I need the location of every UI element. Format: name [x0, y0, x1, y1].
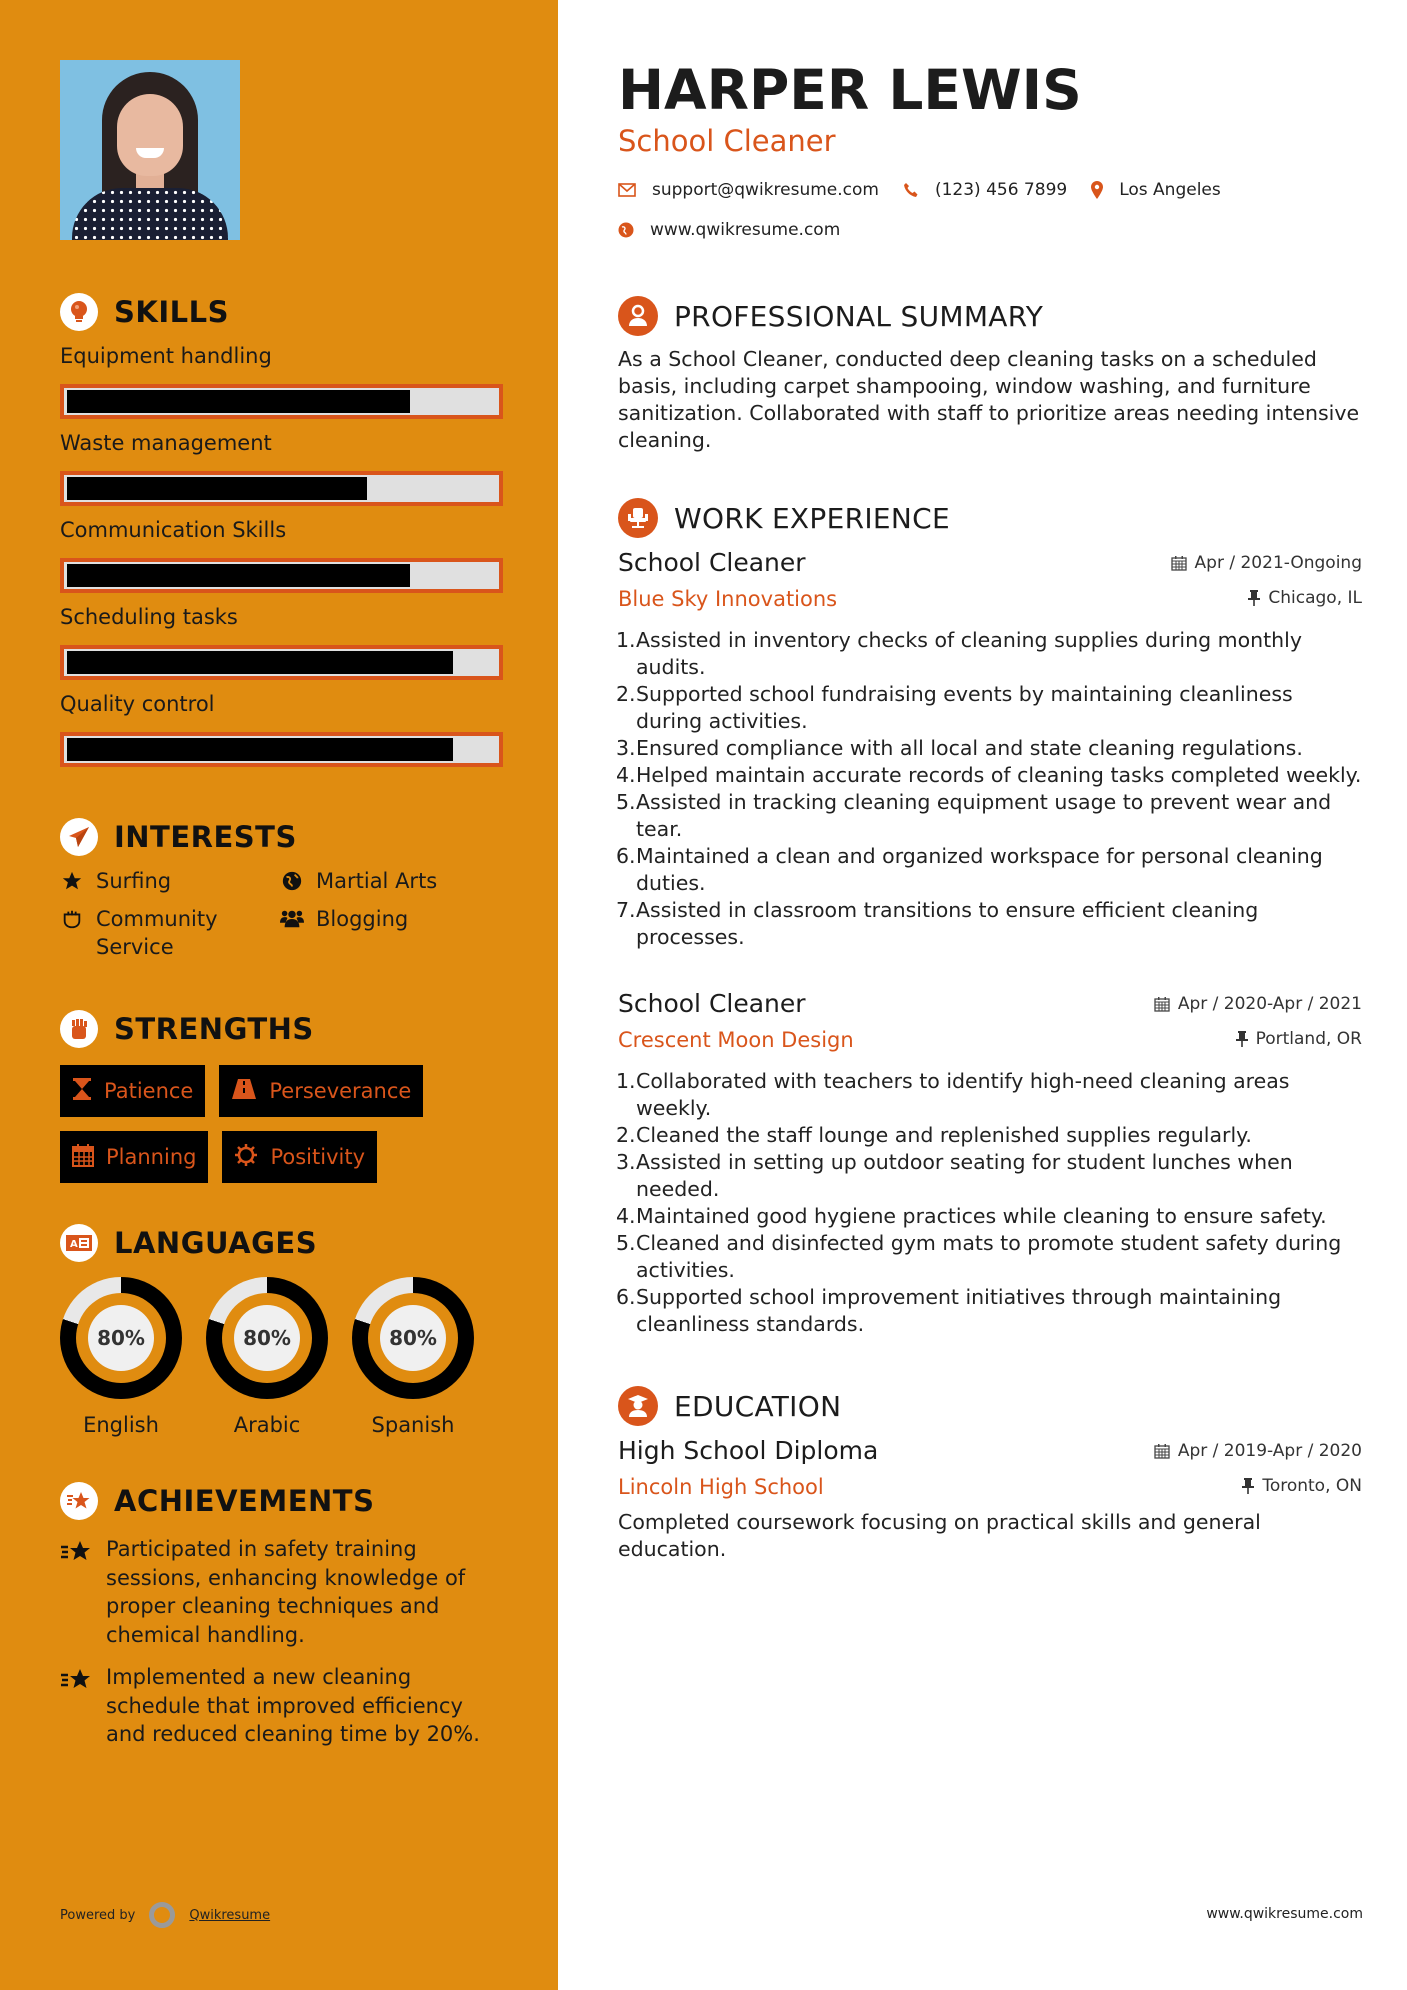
languages-section — [60, 1223, 558, 1437]
education-dates: Apr / 2019-Apr / 2020 — [1154, 1441, 1362, 1461]
interest-item: Martial Arts — [280, 867, 500, 895]
job-entry — [618, 548, 1362, 951]
languages-heading: A LANGUAGES — [60, 1223, 558, 1263]
progress-ring: 80% — [206, 1277, 328, 1399]
degree-title: High School Diploma — [618, 1436, 879, 1465]
skills-heading: SKILLS — [60, 292, 558, 332]
powered-by: Powered by Qwikresume — [60, 1902, 270, 1928]
svg-text:A: A — [70, 1239, 78, 1250]
globe-icon — [280, 867, 304, 895]
shooting-star-icon — [60, 1482, 98, 1520]
envelope-icon — [618, 183, 636, 197]
duty-item: Assisted in classroom transitions to ensure efficient cleaning processes. — [636, 898, 1259, 949]
contact-website[interactable]: www.qwikresume.com — [618, 220, 1362, 240]
duty-item: Cleaned the staff lounge and replenished supplies regularly. — [636, 1123, 1252, 1147]
pushpin-icon — [1236, 1031, 1248, 1047]
job-title: School Cleaner — [618, 548, 806, 577]
strength-tag: Planning — [60, 1131, 208, 1183]
contact-row — [618, 180, 1362, 200]
achievements-heading: ACHIEVEMENTS — [60, 1481, 558, 1521]
job-entry — [618, 989, 1362, 1338]
duty-item: Collaborated with teachers to identify high-need cleaning areas weekly. — [636, 1069, 1290, 1120]
graduate-icon — [618, 1386, 658, 1426]
interest-item: Surfing — [60, 867, 280, 895]
interest-item: Blogging — [280, 905, 500, 961]
job-location: Portland, OR — [1236, 1029, 1362, 1049]
duty-item: Maintained a clean and organized workspace for personal cleaning duties. — [636, 844, 1323, 895]
duty-item: Supported school fundraising events by maintaining cleanliness during activities. — [636, 682, 1293, 733]
job-dates: Apr / 2021-Ongoing — [1171, 553, 1362, 573]
shooting-star-icon — [60, 1663, 94, 1749]
lightbulb-icon — [60, 293, 98, 331]
hand-fist-icon — [60, 905, 84, 961]
summary-text: As a School Cleaner, conducted deep cleaning tasks on a scheduled basis, including carpet shampooing, window washing, and furniture sanitization. Collaborated with staff to prioritize areas needing intensive cleaning. — [618, 347, 1360, 452]
education-location: Toronto, ON — [1242, 1476, 1362, 1496]
strengths-heading: STRENGTHS — [60, 1009, 558, 1049]
duty-item: Maintained good hygiene practices while cleaning to ensure safety. — [636, 1204, 1327, 1228]
paper-plane-icon — [60, 818, 98, 856]
work-heading: WORK EXPERIENCE — [618, 498, 1362, 538]
strength-tag: Perseverance — [219, 1065, 423, 1117]
star-icon — [60, 867, 84, 895]
shooting-star-icon — [60, 1535, 94, 1649]
language-item-arabic: 80% Arabic — [206, 1277, 328, 1437]
duty-item: Assisted in tracking cleaning equipment usage to prevent wear and tear. — [636, 790, 1332, 841]
language-icon — [60, 1224, 98, 1262]
strength-tag: Positivity — [222, 1131, 377, 1183]
education-description: Completed coursework focusing on practical skills and general education. — [618, 1510, 1261, 1561]
language-item-english: 80% English — [60, 1277, 182, 1437]
job-company: Crescent Moon Design — [618, 1028, 854, 1052]
skill-label: Quality control — [60, 692, 215, 716]
job-dates: Apr / 2020-Apr / 2021 — [1154, 994, 1362, 1014]
job-location: Chicago, IL — [1248, 588, 1362, 608]
users-icon — [280, 905, 304, 961]
pushpin-icon — [1242, 1478, 1254, 1494]
calendar-icon — [1154, 1443, 1170, 1459]
duties-list — [618, 1068, 1362, 1338]
duty-item: Ensured compliance with all local and state cleaning regulations. — [636, 736, 1303, 760]
calendar-icon — [72, 1143, 94, 1172]
qwikresume-link[interactable]: Qwikresume — [189, 1907, 271, 1923]
footer-website-link[interactable]: www.qwikresume.com — [1206, 1906, 1363, 1922]
profile-photo — [60, 60, 240, 240]
summary-section — [618, 296, 1362, 454]
fist-icon — [60, 1010, 98, 1048]
strength-tag: Patience — [60, 1065, 205, 1117]
education-heading: EDUCATION — [618, 1386, 1362, 1426]
duty-item: Assisted in setting up outdoor seating for student lunches when needed. — [636, 1150, 1293, 1201]
skill-bar-communication-skills — [60, 558, 503, 593]
user-icon — [618, 296, 658, 336]
sun-icon — [234, 1143, 258, 1172]
calendar-icon — [1171, 555, 1187, 571]
school-name: Lincoln High School — [618, 1475, 824, 1499]
education-entry — [618, 1436, 1362, 1563]
strengths-section — [60, 1009, 558, 1183]
candidate-name: HARPER LEWIS — [618, 58, 1082, 122]
skill-label: Communication Skills — [60, 518, 287, 542]
contact-email[interactable]: support@qwikresume.com — [618, 180, 879, 200]
job-company: Blue Sky Innovations — [618, 587, 838, 611]
skill-bar-scheduling-tasks — [60, 645, 503, 680]
resume-header — [618, 58, 1362, 240]
globe-icon — [618, 222, 634, 238]
map-pin-icon — [1091, 181, 1103, 199]
hourglass-icon — [72, 1077, 92, 1106]
skill-label: Scheduling tasks — [60, 605, 238, 629]
interest-item: Community Service — [60, 905, 280, 961]
achievement-item: Implemented a new cleaning schedule that improved efficiency and reduced cleaning time by 20%. — [60, 1663, 490, 1749]
skill-label: Equipment handling — [60, 344, 272, 368]
road-icon — [231, 1078, 257, 1105]
duty-item: Supported school improvement initiatives through maintaining cleanliness standards. — [636, 1285, 1282, 1336]
duty-item: Cleaned and disinfected gym mats to promote student safety during activities. — [636, 1231, 1342, 1282]
progress-ring: 80% — [352, 1277, 474, 1399]
interests-heading: INTERESTS — [60, 817, 558, 857]
achievement-item: Participated in safety training sessions, enhancing knowledge of proper cleaning techniques and chemical handling. — [60, 1535, 490, 1649]
skills-section — [60, 292, 558, 767]
skill-bar-quality-control — [60, 732, 503, 767]
pushpin-icon — [1248, 590, 1260, 606]
phone-icon — [903, 182, 919, 198]
contact-phone[interactable]: (123) 456 7899 — [903, 180, 1067, 200]
candidate-role: School Cleaner — [618, 124, 836, 158]
achievements-section — [60, 1481, 558, 1749]
education-section — [618, 1386, 1362, 1563]
duties-list — [618, 627, 1362, 951]
duty-item: Helped maintain accurate records of cleaning tasks completed weekly. — [636, 763, 1362, 787]
skill-label: Waste management — [60, 431, 272, 455]
skill-bar-waste-management — [60, 471, 503, 506]
office-chair-icon — [618, 498, 658, 538]
summary-heading: PROFESSIONAL SUMMARY — [618, 296, 1362, 336]
job-title: School Cleaner — [618, 989, 806, 1018]
interests-section — [60, 817, 558, 961]
skill-bar-equipment-handling — [60, 384, 503, 419]
calendar-icon — [1154, 996, 1170, 1012]
contact-location: Los Angeles — [1091, 180, 1221, 200]
sidebar — [0, 0, 558, 1990]
duty-item: Assisted in inventory checks of cleaning supplies during monthly audits. — [636, 628, 1302, 679]
progress-ring: 80% — [60, 1277, 182, 1399]
qwikresume-logo-icon — [149, 1902, 175, 1928]
work-experience-section — [618, 498, 1362, 1338]
language-item-spanish: 80% Spanish — [352, 1277, 474, 1437]
main-content — [558, 0, 1407, 1990]
